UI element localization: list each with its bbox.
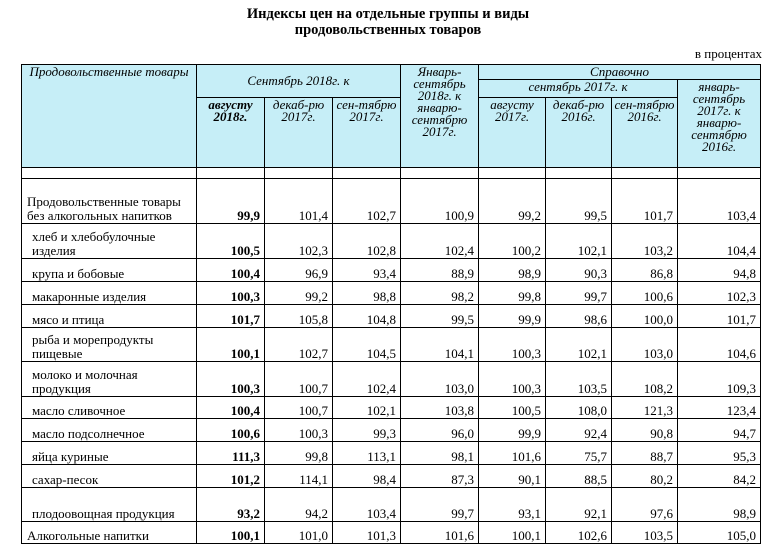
- cell-value: 103,4: [333, 488, 401, 522]
- header-sep2017-group: сентябрь 2017г. к: [479, 80, 678, 98]
- table-row: [22, 362, 761, 397]
- cell-value: 103,2: [612, 224, 678, 259]
- header-sep2018-group: Сентябрь 2018г. к: [197, 65, 401, 98]
- row-name: мясо и птица: [22, 305, 197, 328]
- row-name: яйца куриные: [22, 442, 197, 465]
- cell-value: 98,8: [333, 282, 401, 305]
- cell-value: 102,1: [333, 397, 401, 419]
- cell-value: 109,3: [678, 362, 761, 397]
- header-aug2017: августу 2017г.: [479, 98, 546, 168]
- cell-value: 102,1: [546, 224, 612, 259]
- cell-value: 101,7: [678, 305, 761, 328]
- row-name: макаронные изделия: [22, 282, 197, 305]
- cell-value: 90,8: [612, 419, 678, 442]
- cell-value: 86,8: [612, 259, 678, 282]
- cell-value: 100,5: [479, 397, 546, 419]
- cell-value: 100,1: [197, 522, 265, 544]
- cell-value: 103,5: [546, 362, 612, 397]
- cell-value: 98,1: [401, 442, 479, 465]
- cell-value: 101,2: [197, 465, 265, 488]
- table-row: [22, 488, 761, 522]
- cell-value: 100,5: [197, 224, 265, 259]
- cell-value: 100,7: [265, 362, 333, 397]
- cell-value: 114,1: [265, 465, 333, 488]
- cell-value: 98,2: [401, 282, 479, 305]
- cell-value: 100,3: [197, 282, 265, 305]
- header-jan-sep-2017: январь-сентябрь 2017г. к январю-сентябрю 2016г.: [678, 80, 761, 168]
- unit-label: в процентах: [694, 46, 762, 61]
- cell-value: 98,9: [678, 488, 761, 522]
- cell-value: 93,2: [197, 488, 265, 522]
- cell-value: 97,6: [612, 488, 678, 522]
- cell-value: 103,5: [612, 522, 678, 544]
- cell-value: 99,5: [546, 179, 612, 224]
- cell-value: 101,6: [401, 522, 479, 544]
- header-sep2017: сен-тябрю 2017г.: [333, 98, 401, 168]
- cell-value: 104,8: [333, 305, 401, 328]
- row-name: молоко и молочная продукция: [22, 362, 197, 397]
- cell-value: 99,9: [479, 305, 546, 328]
- cell-value: 103,8: [401, 397, 479, 419]
- table-row: [22, 522, 761, 544]
- header-dec2016: декаб-рю 2016г.: [546, 98, 612, 168]
- cell-value: 99,7: [546, 282, 612, 305]
- cell-value: 99,2: [479, 179, 546, 224]
- cell-value: 123,4: [678, 397, 761, 419]
- cell-value: 100,1: [197, 328, 265, 362]
- cell-value: 99,9: [197, 179, 265, 224]
- cell-value: 113,1: [333, 442, 401, 465]
- cell-value: 90,1: [479, 465, 546, 488]
- cell-value: 100,3: [479, 362, 546, 397]
- cell-value: 99,8: [479, 282, 546, 305]
- cell-value: 102,4: [333, 362, 401, 397]
- header-product: Продовольственные товары: [22, 65, 197, 168]
- cell-value: 100,6: [612, 282, 678, 305]
- table-row: [22, 305, 761, 328]
- cell-value: 100,4: [197, 259, 265, 282]
- header-reference: Справочно: [479, 65, 761, 80]
- cell-value: 100,3: [265, 419, 333, 442]
- cell-value: 108,0: [546, 397, 612, 419]
- cell-value: 93,1: [479, 488, 546, 522]
- table-row: [22, 419, 761, 442]
- cell-value: 92,4: [546, 419, 612, 442]
- header-sep2016: сен-тябрю 2016г.: [612, 98, 678, 168]
- row-name: Продовольственные товары без алкогольных напитков: [22, 179, 197, 224]
- header-aug2018: августу 2018г.: [197, 98, 265, 168]
- cell-value: 98,6: [546, 305, 612, 328]
- header-jan-sep-2018: Январь-сентябрь 2018г. к январю-сентябрю 2017г.: [401, 65, 479, 168]
- row-name: масло подсолнечное: [22, 419, 197, 442]
- table-row: [22, 282, 761, 305]
- cell-value: 103,0: [401, 362, 479, 397]
- cell-value: 99,3: [333, 419, 401, 442]
- cell-value: 102,8: [333, 224, 401, 259]
- cell-value: 100,3: [197, 362, 265, 397]
- row-name: крупа и бобовые: [22, 259, 197, 282]
- cell-value: 104,1: [401, 328, 479, 362]
- table-row: [22, 442, 761, 465]
- cell-value: 84,2: [678, 465, 761, 488]
- cell-value: 90,3: [546, 259, 612, 282]
- cell-value: 100,1: [479, 522, 546, 544]
- row-name: масло сливочное: [22, 397, 197, 419]
- table-row: [22, 397, 761, 419]
- table-title: [0, 6, 776, 38]
- cell-value: 96,9: [265, 259, 333, 282]
- cell-value: 100,6: [197, 419, 265, 442]
- cell-value: 102,7: [333, 179, 401, 224]
- cell-value: 104,4: [678, 224, 761, 259]
- cell-value: 101,6: [479, 442, 546, 465]
- cell-value: 100,2: [479, 224, 546, 259]
- cell-value: 75,7: [546, 442, 612, 465]
- cell-value: 99,5: [401, 305, 479, 328]
- cell-value: 101,7: [197, 305, 265, 328]
- cell-value: 102,1: [546, 328, 612, 362]
- cell-value: 101,0: [265, 522, 333, 544]
- cell-value: 99,9: [479, 419, 546, 442]
- row-name: рыба и морепродукты пищевые: [22, 328, 197, 362]
- cell-value: 101,7: [612, 179, 678, 224]
- cell-value: 105,8: [265, 305, 333, 328]
- table-row: [22, 179, 761, 224]
- cell-value: 103,0: [612, 328, 678, 362]
- cell-value: 98,4: [333, 465, 401, 488]
- cell-value: 80,2: [612, 465, 678, 488]
- cell-value: 94,8: [678, 259, 761, 282]
- table-row: [22, 259, 761, 282]
- cell-value: 99,7: [401, 488, 479, 522]
- cell-value: 100,4: [197, 397, 265, 419]
- cell-value: 101,3: [333, 522, 401, 544]
- cell-value: 100,7: [265, 397, 333, 419]
- row-name: плодоовощная продукция: [22, 488, 197, 522]
- cell-value: 99,2: [265, 282, 333, 305]
- cell-value: 88,5: [546, 465, 612, 488]
- header-dec2017: декаб-рю 2017г.: [265, 98, 333, 168]
- title-line-2: продовольственных товаров: [294, 22, 482, 38]
- cell-value: 94,7: [678, 419, 761, 442]
- table-row: [22, 465, 761, 488]
- cell-value: 96,0: [401, 419, 479, 442]
- title-line-1: Индексы цен на отдельные группы и виды: [246, 6, 530, 22]
- cell-value: 87,3: [401, 465, 479, 488]
- cell-value: 95,3: [678, 442, 761, 465]
- row-name: хлеб и хлебобулочные изделия: [22, 224, 197, 259]
- table-row: [22, 328, 761, 362]
- cell-value: 102,6: [546, 522, 612, 544]
- cell-value: 98,9: [479, 259, 546, 282]
- cell-value: 94,2: [265, 488, 333, 522]
- cell-value: 101,4: [265, 179, 333, 224]
- cell-value: 102,3: [265, 224, 333, 259]
- row-name: Алкогольные напитки: [22, 522, 197, 544]
- cell-value: 111,3: [197, 442, 265, 465]
- cell-value: 93,4: [333, 259, 401, 282]
- cell-value: 88,9: [401, 259, 479, 282]
- cell-value: 108,2: [612, 362, 678, 397]
- cell-value: 88,7: [612, 442, 678, 465]
- cell-value: 100,3: [479, 328, 546, 362]
- table-body: [22, 168, 761, 544]
- cell-value: 102,4: [401, 224, 479, 259]
- row-name: сахар-песок: [22, 465, 197, 488]
- cell-value: 92,1: [546, 488, 612, 522]
- cell-value: 99,8: [265, 442, 333, 465]
- cell-value: 104,6: [678, 328, 761, 362]
- cell-value: 121,3: [612, 397, 678, 419]
- cell-value: 100,0: [612, 305, 678, 328]
- cell-value: 100,9: [401, 179, 479, 224]
- cell-value: 105,0: [678, 522, 761, 544]
- price-index-table: [21, 64, 761, 544]
- cell-value: 102,7: [265, 328, 333, 362]
- cell-value: 102,3: [678, 282, 761, 305]
- cell-value: 104,5: [333, 328, 401, 362]
- table-row: [22, 224, 761, 259]
- cell-value: 103,4: [678, 179, 761, 224]
